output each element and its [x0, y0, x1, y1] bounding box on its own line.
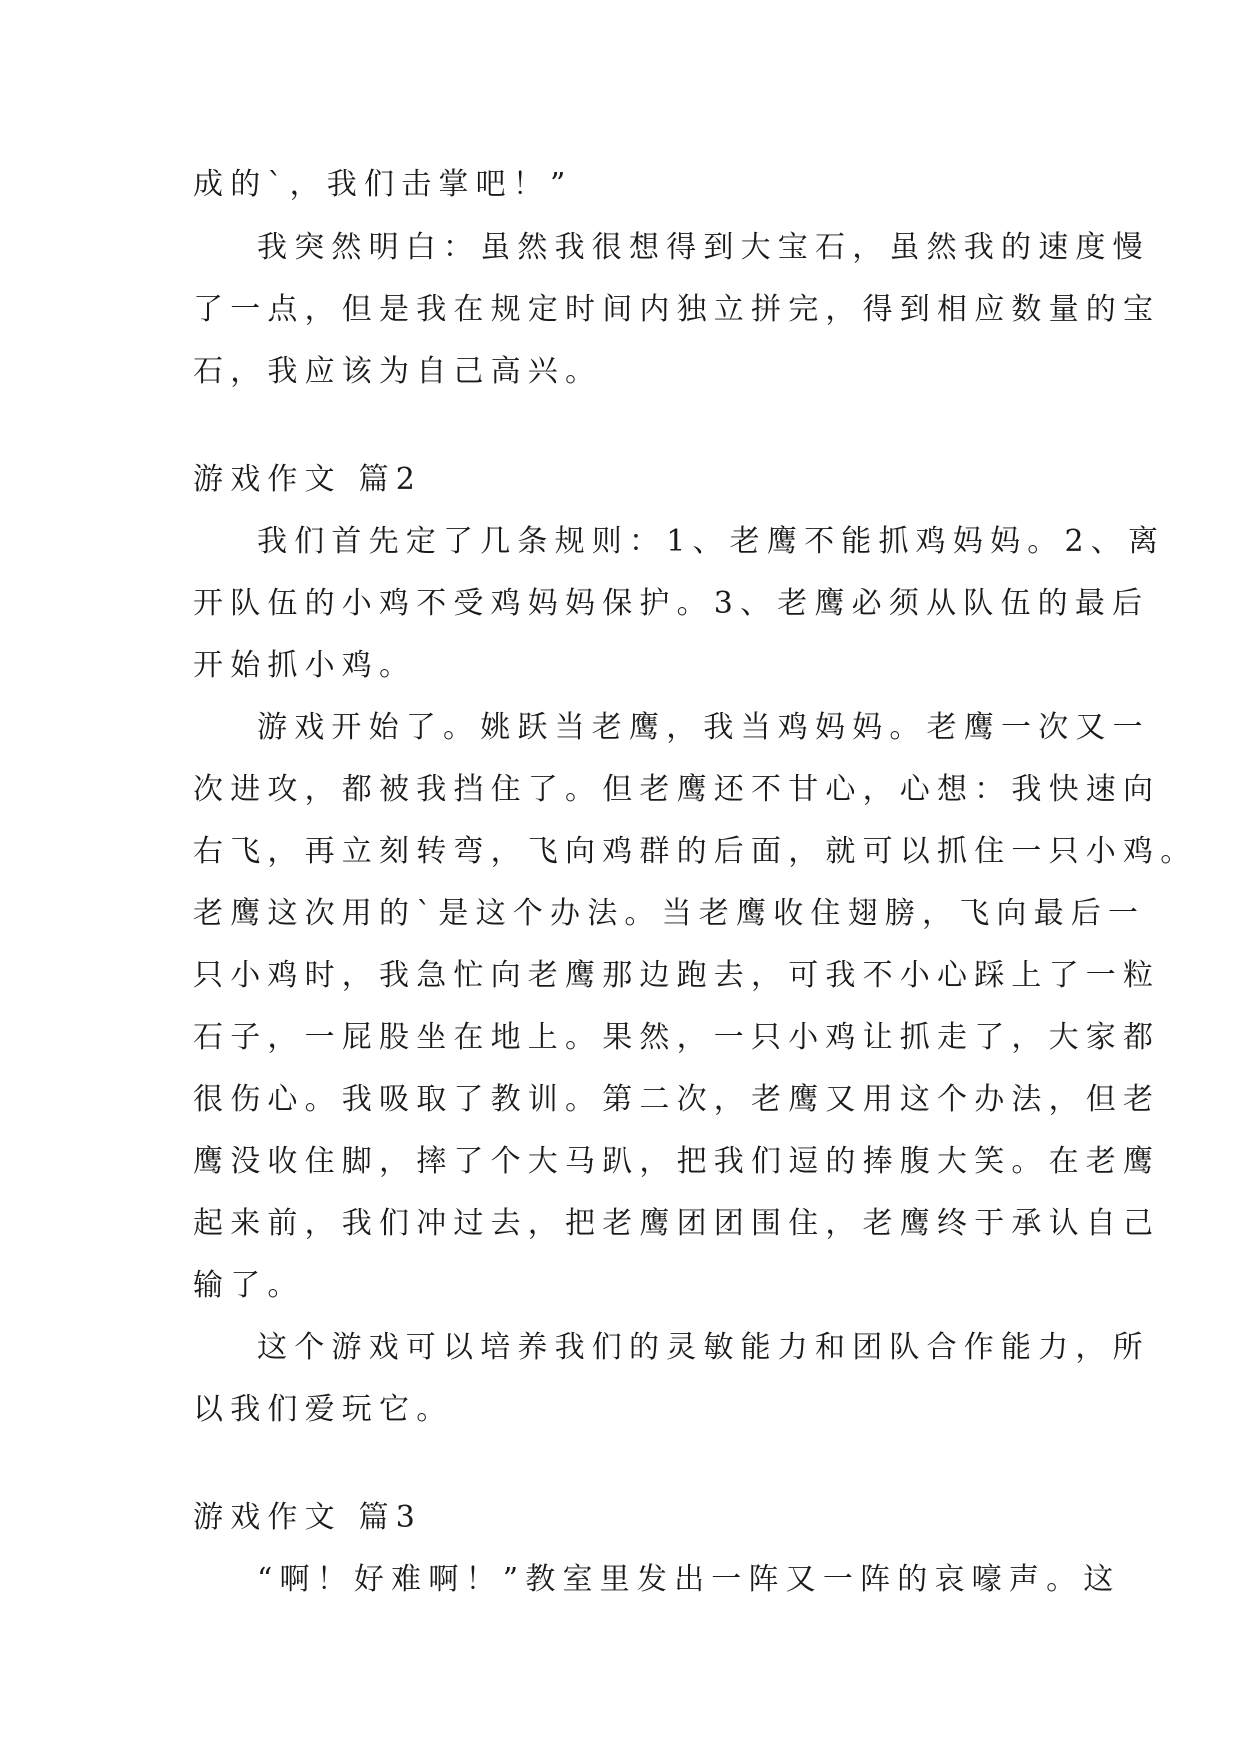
body-text-line: 了一点，但是我在规定时间内独立拼完，得到相应数量的宝	[193, 292, 1161, 327]
paragraph-first-line: 这个游戏可以培养我们的灵敏能力和团队合作能力，所	[257, 1330, 1150, 1365]
body-text-line: 次进攻，都被我挡住了。但老鹰还不甘心，心想：我快速向	[193, 772, 1161, 807]
body-text-line: 开队伍的小鸡不受鸡妈妈保护。3、老鹰必须从队伍的最后	[193, 586, 1150, 621]
body-text-line: 开始抓小鸡。	[193, 648, 417, 683]
body-text-line: 输了。	[193, 1268, 305, 1303]
body-text-line: 只小鸡时，我急忙向老鹰那边跑去，可我不小心踩上了一粒	[193, 958, 1161, 993]
body-text-line: 鹰没收住脚，摔了个大马趴，把我们逗的捧腹大笑。在老鹰	[193, 1144, 1161, 1179]
body-text-line: 起来前，我们冲过去，把老鹰团团围住，老鹰终于承认自己	[193, 1206, 1161, 1241]
body-text-line: 成的`，我们击掌吧！”	[193, 167, 573, 202]
paragraph-first-line: 我们首先定了几条规则：1、老鹰不能抓鸡妈妈。2、离	[257, 524, 1166, 559]
body-text-line: 很伤心。我吸取了教训。第二次，老鹰又用这个办法，但老	[193, 1082, 1161, 1117]
body-text-line: 石子，一屁股坐在地上。果然，一只小鸡让抓走了，大家都	[193, 1020, 1161, 1055]
paragraph-first-line: 游戏开始了。姚跃当老鹰，我当鸡妈妈。老鹰一次又一	[257, 710, 1150, 745]
section-heading-3: 游戏作文 篇3	[193, 1500, 423, 1535]
paragraph-first-line: 我突然明白：虽然我很想得到大宝石，虽然我的速度慢	[257, 230, 1150, 265]
section-heading-2: 游戏作文 篇2	[193, 462, 423, 497]
body-text-line: 石，我应该为自己高兴。	[193, 354, 603, 389]
body-text-line: 老鹰这次用的`是这个办法。当老鹰收住翅膀，飞向最后一	[193, 896, 1146, 931]
body-text-line: 以我们爱玩它。	[193, 1392, 454, 1427]
paragraph-first-line: “啊！好难啊！”教室里发出一阵又一阵的哀嚎声。这	[257, 1562, 1121, 1597]
body-text-line: 右飞，再立刻转弯，飞向鸡群的后面，就可以抓住一只小鸡。	[193, 834, 1198, 869]
